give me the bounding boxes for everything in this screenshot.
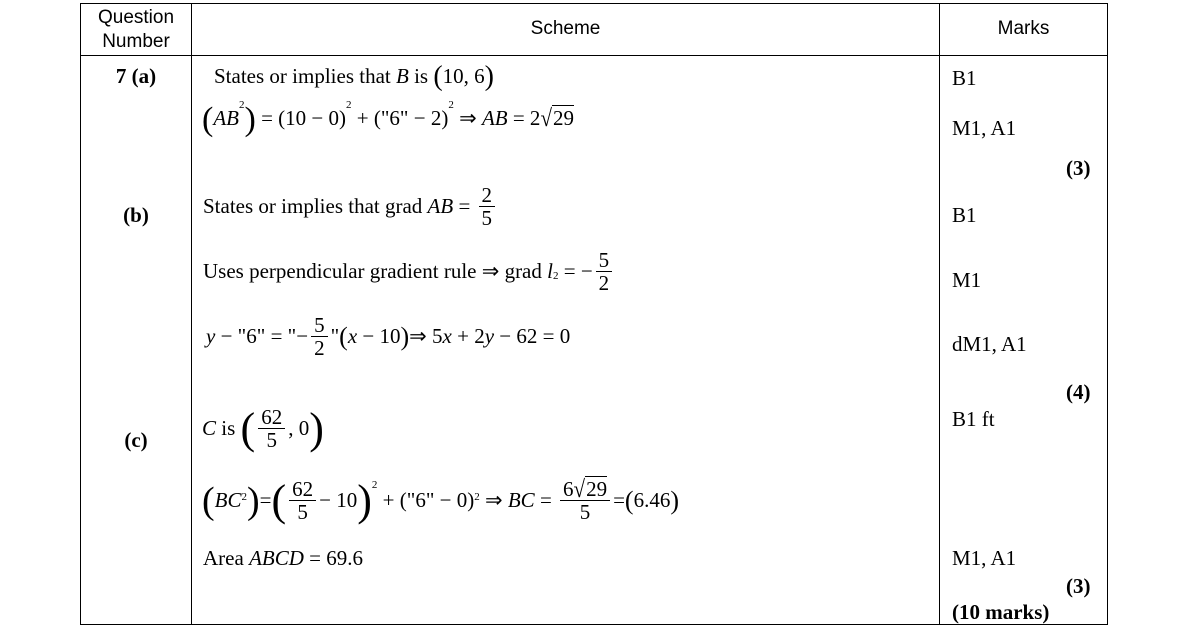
- part-a-mark-1: B1: [952, 66, 977, 90]
- header-marks: Marks: [997, 18, 1050, 39]
- part-a-label: 7 (a): [115, 64, 157, 88]
- part-b-label: (b): [123, 203, 149, 227]
- part-b-line-2: Uses perpendicular gradient rule ⇒ grad l 2 = − $\frac{5}{2}$: [203, 249, 615, 294]
- part-c-total: (3): [1066, 574, 1091, 598]
- part-a-total: (3): [1066, 156, 1091, 180]
- table-border-right: [1107, 3, 1108, 625]
- part-b-line-3: y − "6" = "− $\frac{5}{2}$ " ( x − 10 ) ⇒ 5 x + 2 y − 62 = 0: [206, 313, 571, 361]
- part-c-line-2: ( BC 2 ) = ( $\frac{62}{5}$ − 10 ) 2 + ("6" − 0) 2 ⇒ BC = $\frac{6√29}{5}$ = ( 6.46 ): [202, 475, 679, 525]
- header-scheme: Scheme: [530, 18, 601, 39]
- part-b-mark-3: dM1, A1: [952, 332, 1027, 356]
- table-header-divider: [80, 55, 1108, 56]
- part-b-line-1: States or implies that grad AB = $\frac{2}{5}$: [203, 184, 498, 229]
- part-b-mark-2: M1: [952, 268, 982, 292]
- part-c-mark-3: M1, A1: [952, 546, 1017, 570]
- grand-total: (10 marks): [952, 600, 1050, 624]
- part-c-label: (c): [124, 428, 148, 452]
- part-a-line-1: States or implies that B is (10, 6): [214, 61, 494, 92]
- part-a-mark-2: M1, A1: [952, 116, 1017, 140]
- header-question-number: Question Number: [97, 7, 175, 52]
- part-b-total: (4): [1066, 380, 1091, 404]
- part-c-mark-1: B1 ft: [952, 407, 995, 431]
- table-column-divider-1: [191, 3, 192, 625]
- part-c-line-1: C is ( $\frac{62}{5}$ , 0 ): [202, 403, 324, 453]
- part-b-mark-1: B1: [952, 203, 977, 227]
- table-column-divider-2: [939, 3, 940, 625]
- table-border-left: [80, 3, 81, 625]
- table-border-top: [80, 3, 1108, 4]
- part-a-line-2: $(AB^2) = (10 - 0)^2$ + ("6" − 2)$^2$ ⇒ AB = 2√29: [202, 99, 574, 138]
- part-c-line-3: Area ABCD = 69.6: [203, 546, 363, 570]
